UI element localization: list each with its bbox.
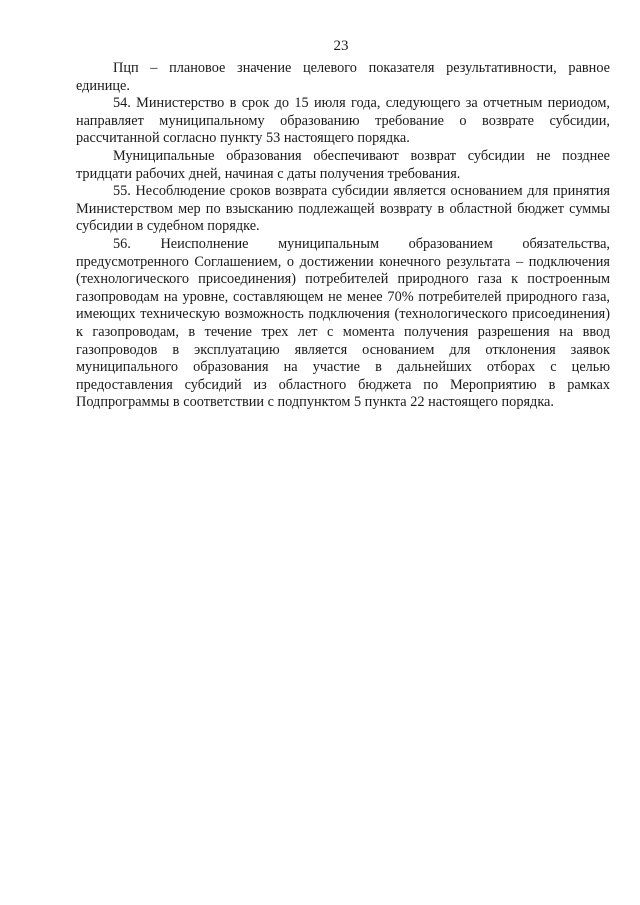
paragraph-definition: Пцп – плановое значение целевого показателя результативности, равное единице. xyxy=(76,60,610,94)
paragraph-item-54: 54. Министерство в срок до 15 июля года, следующего за отчетным периодом, направляет муниципальному образованию требование о возврате субсидии, рассчитанной согласно пункту 53 настоящего порядка. xyxy=(76,95,610,147)
document-page xyxy=(76,36,610,412)
page-number: 23 xyxy=(333,38,349,54)
paragraph-return-deadline: Муниципальные образования обеспечивают возврат субсидии не позднее тридцати рабочих дней, начиная с даты получения требования. xyxy=(76,147,610,182)
paragraph-item-55: 55. Несоблюдение сроков возврата субсидии является основанием для принятия Министерством мер по взысканию подлежащей возврату в областной бюджет суммы субсидии в судебном порядке. xyxy=(76,183,610,235)
paragraph-item-56: 56. Неисполнение муниципальным образованием обязательства, предусмотренного Соглашением, о достижении конечного результата – подключения (технологического присоединения) потребителей природного газа к построенным газопроводам на уровне, составляющем не менее 70% потребителей природного газа, имеющих техническую возможность подключения (технологического присоединения) к газопроводам, в течение трех лет с момента получения разрешения на ввод газопроводов в эксплуатацию является основанием для отклонения заявок муниципального образования на участие в дальнейших отборах с целью предоставления субсидий из областного бюджета по Мероприятию в рамках Подпрограммы в соответствии с подпунктом 5 пункта 22 настоящего порядка. xyxy=(76,235,610,411)
